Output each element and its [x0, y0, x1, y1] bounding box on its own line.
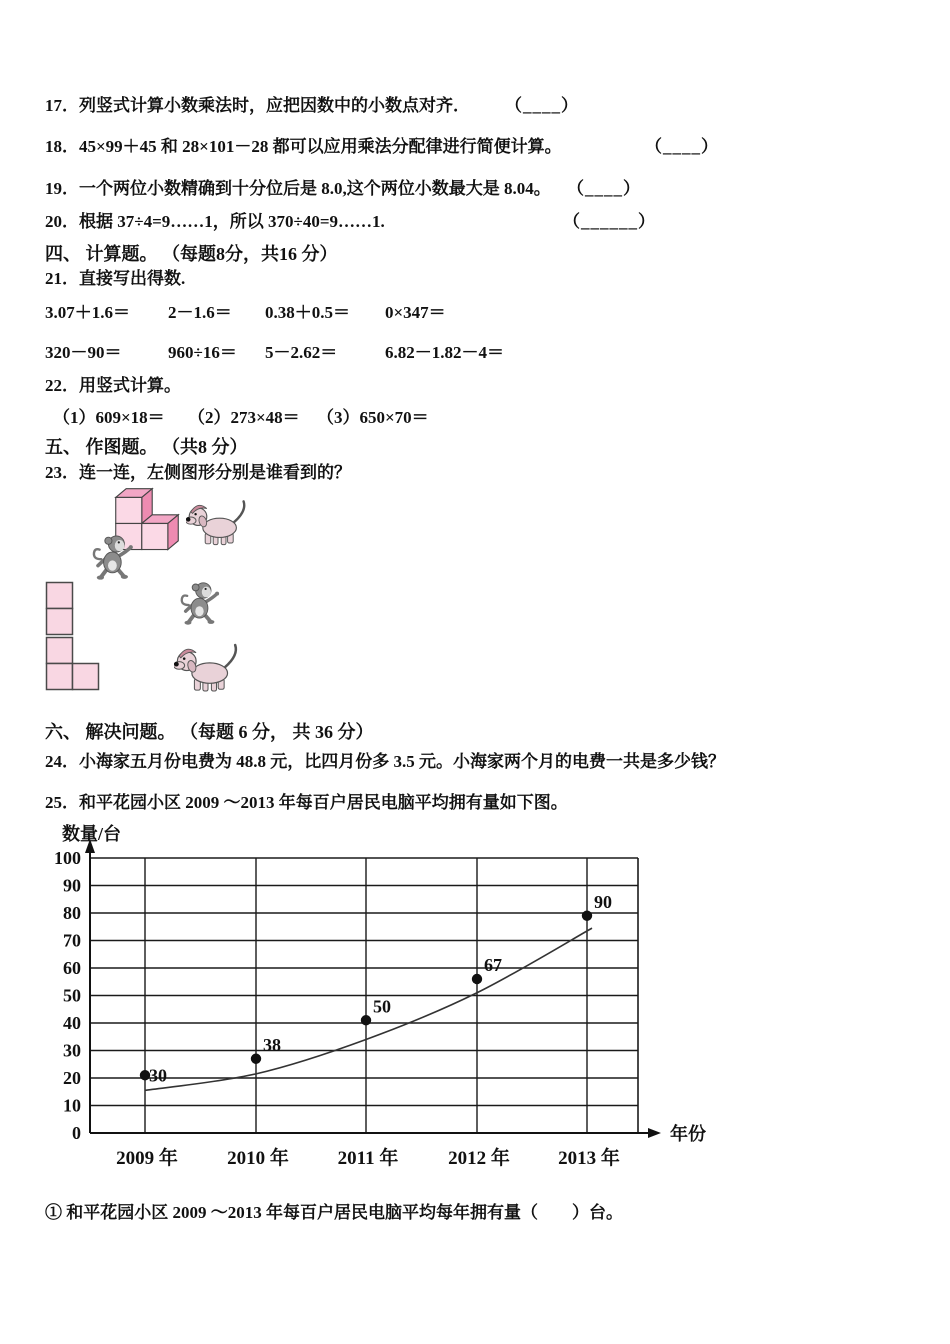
section-5-title: 五、 作图题。 （共8 分）: [45, 437, 248, 457]
q22-expression: （2）273×48＝: [188, 408, 300, 427]
svg-text:70: 70: [63, 930, 81, 951]
section-4-header: [0, 243, 950, 265]
svg-text:30: 30: [63, 1040, 81, 1061]
section-5-header: [0, 436, 950, 458]
section-4-title: 四、 计算题。 （每题8分，共16 分）: [45, 244, 338, 264]
section-6-header: [0, 721, 950, 743]
svg-text:80: 80: [63, 903, 81, 923]
question-18-answer-blank: （____）: [645, 137, 719, 156]
dog-option-icon: [174, 641, 242, 695]
svg-text:数量/台: 数量/台: [62, 824, 122, 844]
question-21-title: 21．直接写出得数.: [45, 269, 186, 288]
question-19-text: 19．一个两位小数精确到十分位后是 8.0,这个两位小数最大是 8.04。: [45, 179, 551, 198]
question-25: 25．和平花园小区 2009 ～2013 年每百户居民电脑平均拥有量如下图。: [45, 793, 568, 812]
svg-text:年份: 年份: [670, 1124, 706, 1144]
q21-expression: 3.07＋1.6＝: [45, 303, 130, 322]
q21-expression: 960÷16＝: [168, 343, 237, 362]
section-6-title: 六、 解决问题。 （每题 6 分， 共 36 分）: [45, 722, 374, 742]
question-23-title: 23．连一连，左侧图形分别是谁看到的？: [45, 463, 351, 482]
svg-text:40: 40: [63, 1013, 81, 1033]
q21-row-2: [45, 338, 504, 363]
svg-text:67: 67: [484, 955, 502, 975]
svg-text:90: 90: [63, 875, 81, 896]
monkey-beside-cubes-icon: [90, 532, 138, 580]
q21-row-1: [45, 298, 446, 323]
question-22-title: 22．用竖式计算。: [45, 376, 181, 395]
q22-expression: （3）650×70＝: [317, 408, 429, 427]
q21-expression: 320－90＝: [45, 343, 122, 362]
question-20-answer-blank: （______）: [563, 212, 656, 231]
svg-text:100: 100: [54, 848, 81, 868]
svg-text:20: 20: [63, 1068, 81, 1088]
question-25-sub1: ① 和平花园小区 2009 ～2013 年每百户居民电脑平均每年拥有量（ ）台。: [45, 1203, 623, 1222]
q21-expression: 6.82－1.82－4＝: [385, 343, 504, 362]
svg-text:50: 50: [63, 985, 81, 1006]
line-chart: [0, 818, 760, 1188]
monkey-option-icon: [178, 579, 224, 625]
q22-expression: （1）609×18＝: [53, 408, 165, 427]
question-24: 24．小海家五月份电费为 48.8 元，比四月份多 3.5 元。小海家两个月的电费一共是多少钱？: [45, 752, 725, 771]
question-17-text: 17．列竖式计算小数乘法时，应把因数中的小数点对齐．: [45, 96, 470, 115]
svg-text:2012 年: 2012 年: [448, 1148, 510, 1169]
q22-row: [53, 403, 429, 428]
question-19: [0, 178, 950, 200]
question-20: [0, 211, 950, 233]
svg-text:2009 年: 2009 年: [116, 1148, 178, 1169]
question-20-text: 20．根据 37÷4=9……1，所以 370÷40=9……1.: [45, 212, 385, 231]
question-18: [0, 136, 950, 158]
q21-expression: 2－1.6＝: [168, 303, 232, 322]
svg-text:0: 0: [72, 1123, 81, 1143]
svg-text:2010 年: 2010 年: [227, 1148, 289, 1169]
dog-beside-cubes-icon: [186, 498, 250, 548]
svg-text:60: 60: [63, 958, 81, 978]
q21-expression: 0×347＝: [385, 303, 446, 322]
svg-text:38: 38: [263, 1034, 281, 1055]
svg-text:50: 50: [373, 996, 391, 1017]
chart-content: [54, 823, 706, 1169]
two-square-vertical-view-figure: [45, 581, 75, 637]
q21-expression: 5－2.62＝: [265, 343, 338, 362]
question-17: [0, 95, 950, 117]
svg-text:30: 30: [149, 1065, 167, 1086]
l-shape-view-figure: [45, 636, 103, 694]
svg-text:2013 年: 2013 年: [558, 1148, 620, 1169]
svg-text:90: 90: [594, 891, 612, 912]
question-17-answer-blank: （____）: [505, 96, 579, 115]
q21-expression: 0.38＋0.5＝: [265, 303, 350, 322]
svg-text:2011 年: 2011 年: [337, 1148, 399, 1169]
question-18-text: 18．45×99＋45 和 28×101－28 都可以应用乘法分配律进行简便计算。: [45, 137, 562, 156]
svg-text:10: 10: [63, 1095, 81, 1116]
question-19-answer-blank: （____）: [567, 179, 641, 198]
